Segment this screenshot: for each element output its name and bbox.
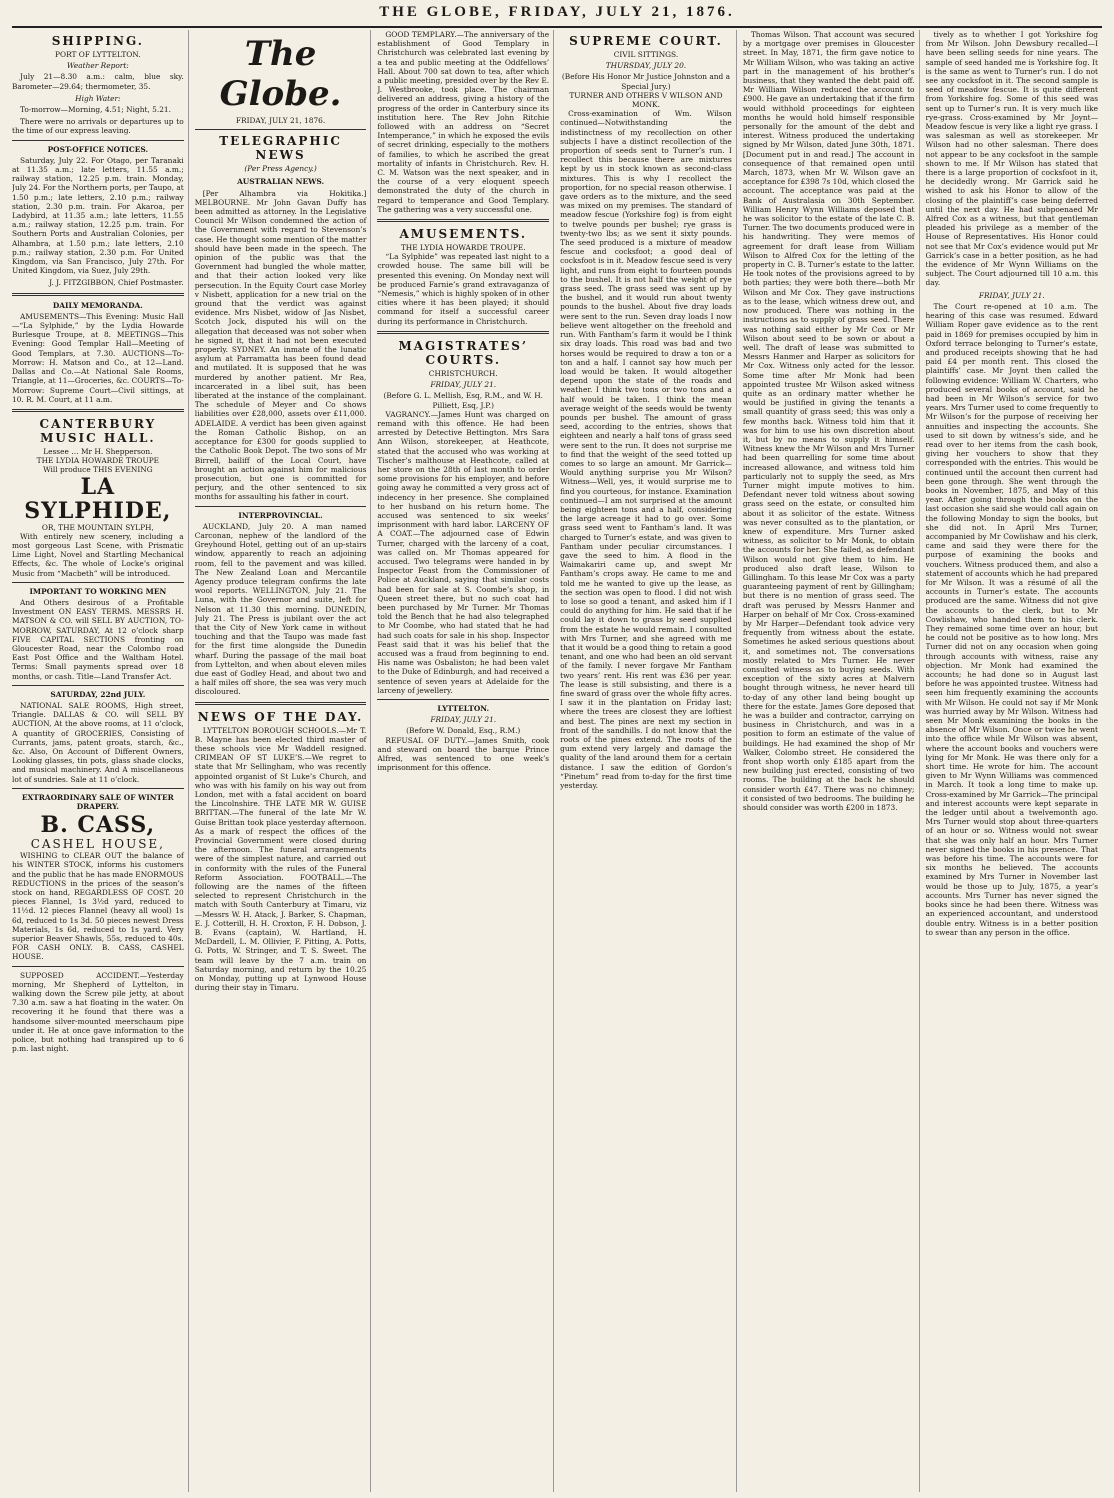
news-title: NEWS OF THE DAY.: [197, 709, 364, 724]
friday-text: The Court re-opened at 10 a.m. The hearing of this case was resumed. Edward William Roper gave evidence as to the rent paid in 1869 for premises occupied by him in Oxford terrace belonging to Turner’s estate, and produced receipts showing that he had paid £4 per month rent. This closed the plaintiffs’ case. Mr Joynt then called the following evidence: William W. Charters, who produced several books of account, said he had been in Mr Wilson’s service for two years. Mrs Turner used to come frequently to Mr Wilson’s for the purpose of receiving her annuities and inspecting the accounts. She used to sit down by witness’s side, and he read over to her items from the cash book, giving her vouchers to show that they corresponded with the entries. This would be continued until the account then current had been gone through. She went through the books in November, 1875, and May of this year. After going through the books on the last occasion she said she would call again on the following Monday to sign the books, but she did not. In April Mrs Turner, accompanied by Mr Cowlishaw and his clerk, came and said they were there for the purpose of examining the books and vouchers. Witness produced them, and also a statement of accounts which he had prepared for Mr Wilson. It was a résumé of all the accounts in Turner’s estate. The accounts produced are the same. Witness did not give the accounts to the clerk, but to Mr Cowlishaw, who handed them to his clerk. They remained some time over an hour, but he could not be positive as to how long. Mrs Turner did not on any occasion when going through accounts with witness, raise any objection. Mr Monk had examined the accounts; he had done so in August last before he was appointed trustee. Witness had seen him frequently examining the accounts with Mr Wilson. He could not say if Mr Monk was hurried away by Mr Wilson. Witness had seen Mr Monk examining the books in the absence of Mr Wilson. Once or twice he went into the office while Mr Wilson was absent, where the account books and vouchers were lying for Mr Monk. He was there only for a short time. He wrote for him. The account given to Mr Wynn Williams was commenced in March. It took a long time to make up. Cross-examined by Mr Garrick—The principal and interest accounts were kept separate in the ledger until about a twelvemonth ago. Mrs Turner would stop about three-quarters of an hour or so. Witness would not swear that she was only half an hour. Mrs Turner never signed the books in his presence. That was before his time. The accounts were for six months he believed. The accounts examined by Mrs Turner in November last would be those up to July, 1875, a year’s accounts. Mrs Turner has never signed the books since he had been there. Witness was an experienced accountant, and understood double entry. Witness is in a better position to swear than any person in the office.: [925, 301, 1099, 937]
case-title: TURNER AND OTHERS V WILSON AND MONK.: [569, 90, 723, 110]
divider: [195, 506, 367, 507]
paper-date: FRIDAY, JULY 21, 1876.: [235, 116, 326, 125]
page-columns: [12, 30, 1102, 1492]
divider: [12, 788, 184, 789]
magistrates-date: FRIDAY, JULY 21.: [430, 380, 497, 390]
column-4: [560, 30, 737, 1492]
accident-text: SUPPOSED ACCIDENT.—Yesterday morning, Mr Shepherd of Lyttelton, in walking down the Screw pile jetty, at about 7.30 a.m. saw a hat floating in the water. On recovering it he found that there was a handsome silver-mounted meerschaum pipe under it. He at once gave information to the police, but nothing had transpired up to 6 p.m. last night.: [12, 970, 184, 1054]
column-6-text: tively as to whether I got Yorkshire fog from Mr Wilson. John Dewsbury recalled—I have been selling seeds for nine years. The sample of seed handed me is Yorkshire fog. It is the same as went to Turner’s run. I do not see any cocksfoot in it. The second sample is seed of meadow fescue. It is quite different from Yorkshire fog. Some of this seed was sent up to Turner’s run. It is very much like rye-grass. Cross-examined by Mr Joynt—Meadow fescue is very like a light rye grass. I was salesman as well as storekeeper. Mr Wilson had no other salesman. There does not appear to be any cocksfoot in the sample shown to me. If Mr Wilson has stated that there is a large proportion of cocksfoot in it, he decidedly wrong. Mr Garrick said he wished to ask his Honor to allow of the closing of the plaintiff’s case being deferred until the next day. He had subpoenaed Mr Alfred Cox as a witness, but that gentleman pleaded his privilege as a member of the House of Representatives. His Honor could not see that Mr Cox’s evidence would put Mr Garrick’s case in a better position, as he had the evidence of Mr Wynn Williams on the subject. The Court adjourned till 10 a.m. this day.: [925, 30, 1099, 288]
column-1: [12, 30, 189, 1492]
water-text: To-morrow—Morning, 4.51; Night, 5.21.: [20, 105, 171, 115]
lyttelton-date: FRIDAY, JULY 21.: [430, 715, 497, 725]
divider: [377, 219, 549, 222]
investment-title: IMPORTANT TO WORKING MEN: [29, 586, 167, 596]
weather-text: July 21—8.30 a.m.: calm, blue sky. Barometer—29.64; thermometer, 35.: [12, 72, 184, 91]
amusements-title: AMUSEMENTS.: [399, 227, 528, 242]
cass-title: B. CASS,: [40, 812, 156, 839]
memoranda-title: DAILY MEMORANDA.: [52, 300, 143, 310]
sale-title: SATURDAY, 22nd JULY.: [50, 689, 146, 699]
magistrates-subtitle: CHRISTCHURCH.: [428, 368, 498, 378]
cass-subtitle: CASHEL HOUSE,: [30, 837, 165, 852]
music-hall-subtitle: OR, THE MOUNTAIN SYLPH,: [41, 522, 154, 532]
shipping-subtitle: PORT OF LYTTELTON.: [55, 50, 141, 59]
masthead: THE GLOBE, FRIDAY, JULY 21, 1876.: [12, 4, 1102, 28]
australian-text: [Per Alhambra via Hokitika.] MELBOURNE. Mr John Gavan Duffy has been admitted as attorney. In the Legislative Council Mr Wilson condemned the action of the Government with regard to Stevenson’s case. He thought some mention of the matter should have been made in the speech. The opinion of the public was that the Government had bungled the whole matter, and that their action looked very like persecution. In the Equity Court case Morley v Nisbett, application for a new trial on the ground that the verdict was against evidence. Mrs Nisbet, widow of Jas Nisbet, Scotch Jock, disputed his will on the allegation that deceased was not sober when he signed it, that it had not been executed properly. SYDNEY. An inmate of the lunatic asylum at Parramatta has been found dead and mutilated. It is supposed that he was murdered by another patient. Mr Rea, incarcerated in a libel suit, has been liberated at the instance of the complainant. The schedule of Meyer and Co shows liabilities over £28,000, assets over £11,000. ADELAIDE. A verdict has been given against the Roman Catholic Bishop, on an acceptance for £300 for goods supplied to the Catholic Book Depot. The two sons of Mr Birrell, bailiff of the Local Court, have brought an action against him for malicious prosecution, but one is committed for perjury, and the other sentenced to six months for assaulting his father in court.: [194, 188, 367, 502]
divider: [12, 293, 184, 296]
divider: [12, 685, 184, 686]
music-hall-present: Will produce THIS EVENING: [43, 465, 153, 475]
shipping-notice: There were no arrivals or departures up to the time of our express leaving.: [12, 117, 184, 136]
friday-title: FRIDAY, JULY 21.: [978, 290, 1045, 300]
column-3: [377, 30, 554, 1492]
investment-text: And Others desirous of a Profitable Investment ON EASY TERMS. MESSRS H. MATSON & CO. will SELL BY AUCTION, TO-MORROW, SATURDAY, At 12 o’clock sharp FIVE CAPITAL SECTIONS fronting on Gloucester Road, near the Colombo road East Post Office and the Waltham Hotel. Terms: Small payments spread over 18 months, or cash. Title—Land Transfer Act.: [12, 597, 184, 681]
music-hall-lessee: Lessee … Mr H. Shepperson.: [43, 446, 153, 456]
water-header: High Water:: [75, 93, 121, 103]
sale-text: NATIONAL SALE ROOMS, High street, Triangle. DALLAS & CO. will SELL BY AUCTION, At the above rooms, at 11 o’clock, A quantity of GROCERIES, Consisting of Currants, jams, patent groats, starch, &c., &c. Also, On Account of Different Owners, Looking glasses, tin pots, glass shade clocks, and musical machinery. And A miscellaneous lot of sundries. Sale at 11 o’clock.: [12, 700, 184, 784]
divider: [377, 331, 549, 334]
divider: [12, 966, 184, 967]
column-6: [926, 30, 1103, 1492]
amusements-text: “La Sylphide” was repeated last night to a crowded house. The same bill will be presented this evening. On Monday next will be produced Farnie’s grand extravaganza of “Nemesis,” which is highly spoken of in other cities where it has been played; it should command for itself a successful career during its performance in Christchurch.: [377, 252, 550, 326]
magistrates-title: MAGISTRATES’ COURTS.: [398, 338, 529, 367]
magistrates-text: VAGRANCY.—James Hunt was charged on remand with this offence. He had been arrested by Detective Bettington. Mrs Sara Ann Wilson, storekeeper, at Heathcote, stated that the accused who was working at Tischer’s malthouse at Heathcote, called at her store on the 28th of last month to order some provisions for his employer, and before going away he committed a very gross act of indecency in her presence. She complained to her husband on his return home. The accused was sentenced to six weeks’ imprisonment with hard labor. LARCENY OF A COAT.—The adjourned case of Edwin Turner, charged with the larceny of a coat, was called on. Mr Thomas appeared for accused. Two telegrams were handed in by Inspector Feast from the Commissioner of Police at Auckland, saying that similar costs had been for sale at S. Coombe’s shop, in Queen street there, but no such coat had been purchased by Mr Turner. Mr Thomas told the Bench that he had also telegraphed to Mr Coombe, who had stated that he had had such coats for sale in his shop. Inspector Feast said that it was his belief that the accused was a fraud from beginning to end. His name was Osbaliston; he had been valet to the Duke of Edinburgh, and had received a sentence of seven years at Adelaide for the larceny of jewellery.: [377, 409, 550, 695]
divider: [377, 699, 549, 700]
shipping-title: SHIPPING.: [51, 34, 144, 48]
divider: [195, 702, 367, 705]
music-hall-text: With entirely new scenery, including a most gorgeous Last Scene, with Prismatic Lime Light, Novel and Startling Mechanical Effects, &c. The whole of Locke’s original Music from “Macbeth” will be introduced.: [12, 531, 184, 578]
amusements-subtitle: THE LYDIA HOWARDE TROUPE.: [400, 243, 526, 253]
lyttelton-text: REFUSAL OF DUTY.—James Smith, cook and steward on board the barque Prince Alfred, was sentenced to one week’s imprisonment for this offence.: [377, 735, 550, 773]
supreme-court-bench: (Before His Honor Mr Justice Johnston and a Special Jury.): [561, 72, 731, 91]
news-text: LYTTELTON BOROUGH SCHOOLS.—Mr T. B. Mayne has been elected third master of these schools vice Mr Waddell resigned. CRIMEAN OF ST LUKE’S.—We regret to state that Mr Sellingham, who was recently appointed organist of St Luke’s Church, and who was with his family on his way out from London, met with a fatal accident on board the Lincolnshire. THE LATE MR W. GUISE BRITTAN.—The funeral of the late Mr W. Guise Brittan took place yesterday afternoon. As a mark of respect the offices of the Provincial Government were closed during the afternoon. The funeral arrangements were of the simplest nature, and carried out in conformity with the rules of the Funeral Reform Association. FOOTBALL.—The following are the names of the fifteen selected to represent Christchurch in the match with South Canterbury at Timaru, viz—Messrs W. H. Atack, J. Barker, S. Chapman, E. J. Cotterill, H. H. Croxton, F. H. Dobson, J. B. Evans (captain), W. Hartland, H. McDardell, L. M. Ollivier, F. Pitting, A. Potts, G. Potts, W. Stringer, and T. S. Sweet. The team will leave by the 7 a.m. train on Saturday morning, and return by the 10.25 on Monday, putting up at Lynwood House during their stay in Timaru.: [194, 725, 367, 993]
interprovincial-title: INTERPROVINCIAL.: [238, 510, 323, 520]
post-office-text: Saturday, July 22. For Otago, per Taranaki at 11.35 a.m.; late letters, 11.55 a.m.; railway station, 12.25 p.m. train. Monday, July 24. For the Northern ports, per Taupo, at 1.50 p.m.; late letters, 2.10 p.m.; railway station, 2.30 p.m. train. For Akaroa, per Ladybird, at 11.35 a.m.; late letters, 11.55 a.m.; railway station, 12.25 p.m. train. For Southern Ports and Australian Colonies, per Alhambra, at 1.50 p.m.; late letters, 2.10 p.m.; railway station, 2.30 p.m. For United Kingdom, via San Francisco, July 27th. For United Kingdom, via Suez, July 29th.: [12, 155, 184, 276]
supreme-court-subtitle: CIVIL SITTINGS.: [613, 50, 679, 59]
music-hall-show: LA SYLPHIDE,: [24, 473, 172, 524]
divider: [12, 140, 184, 141]
supreme-court-text: Cross-examination of Wm. Wilson continued—Notwithstanding the indistinctness of my recollection on other subjects I have a distinct recollection of the proportion of seeds sent to Turner’s run. I recollect this because there are mixtures kept by us in stock known as second-class mixtures. This is why I recollect the proportion, for no special reason otherwise. I gave orders as to the mixture, and the seed was mixed on my premises. The standard of meadow fescue (Yorkshire fog) is from eight to twelve pounds per bushel; rye grass is twenty-two lbs; as we sent it sixty pounds. The seed produced is a mixture of meadow fescue and cocksfoot; a good deal of cocksfoot is in it. Meadow fescue seed is very light, and runs from eight to fourteen pounds to the bushel. It is not half the weight of rye grass seed. The grass seed was sent up by the bushel, and it would run about twenty pounds to the bushel. About five dray loads were sent to the run. Seven dray loads I now believe went altogether on the freehold and run. With Fantham’s farm it would be I think six dray loads. This road was bad and two horses would be required to draw a ton or a ton and a half. I cannot say how much per load would be taken. It would altogether depend upon the state of the roads and weather. I think two tons or two tons and a half would be taken. I think the mean average weight of the seeds would be twenty pounds per bushel. The amount of grass seed, according to the entries, shows that eighteen and nearly a half tons of grass seed were sent to the run. It does not surprise me to find that the weight of the seed totted up comes to so large an amount. Mr Garrick—Would anything surprise you Mr Wilson? Witness—Well, yes, it would surprise me to find you courteous, for instance. Examination continued—I am not surprised at the amount being eighteen tons and a half, considering the large acreage it had to go over. Some grass seed went to Fantham’s land. It was charged to Turner’s estate, and was given to Fantham under peculiar circumstances. I gave the seed to him. A flood in the Waimakariri came up, and swept Mr Fantham’s crops away. He came to me and told me he wanted to give up the lease, as the section was open to flood. I did not wish to lose so good a tenant, and asked him if I could do anything for him. He said that if he could lay it down to grass by seed supplied from the estate he would remain. I consulted with Mrs Turner, and she agreed with me that it would be a good thing to retain a good tenant, and one who had been an old servant of the family. I never forgave Mr Fantham two years’ rent. His rent was £36 per year. The lease is still subsisting, and there is a fine sward of grass over the whole fifty acres. I saw it in the plantation on Friday last; where the trees are closest they are loftiest and best. The pines are next my section in front of the sandhills. I do not know that the roots of the pines extend. The roots of the gum extend very largely and damage the quality of the land around them for a certain distance. I saw the edition of Gordon’s “Pinetum” read from to-day for the first time yesterday.: [560, 109, 732, 791]
column-5-text: Thomas Wilson. That account was secured by a mortgage over premises in Gloucester street. In May, 1871, the firm gave notice to Mr William Wilson, who was taking an active part in the management of his brother’s business, that they wanted the debt paid off. Mr William Wilson reduced the account to £900. He gave an undertaking that if the firm would withhold proceedings for eighteen months he would hold himself responsible personally for the amount of the debt and interest. Witness produced the undertaking signed by Mr Wilson, dated June 30th, 1871. [Document put in and read.] The account in consequence of that remained open until March, 1873, when Mr W. Wilson gave an acceptance for £398 7s 10d, which closed the account. The acceptance was paid at the Bank of Australasia on 30th September. William Henry Wynn Williams deposed that he was solicitor to the estate of the late C. B. Turner. The two documents produced were in his handwriting. They were memos of agreement for draft lease from William Wilson to Alfred Cox for the letting of the property in C. B. Turner’s estate to the latter. He took notes of the provisions agreed to by both parties; they were both there—both Mr Wilson and Mr Cox. They gave instructions as to the lease, which witness drew out, and now produced. There was nothing in the instructions as to supply of grass seed. There was nothing said either by Mr Cox or Mr Wilson about seed to be sown or about a well. The draft of lease was submitted to Messrs Hanmer and Harper as solicitors for Mr Cox. Witness only acted for the lessor. Some time after Mr Monk had been appointed trustee Mr Wilson asked witness quite as an ordinary matter whether he would be justified in giving the tenants a small quantity of grass seed; this was only a few months back. Witness told him that it was for him to use his own discretion about it, but by no means to supply it himself. Witness knew the Mr Wilson and Mrs Turner had been quarrelling for some time about increased allowance, and witness told him particularly not to supply the seed, as Mrs Turner might impute motives to him. Defendant never told witness about sowing grass seed on the estate, or consulted him about it as solicitor of the estate. Witness was never consulted as to the plantation, or knew of expenditure. Mrs Turner asked witness, as solicitor to Mr Monk, to obtain the accounts for her. She failed, as defendant Wilson would not give them to him. He produced also draft lease, Wilson to Gillingham. To this lease Mr Cox was a party guaranteeing payment of rent by Gillingham; but there is no mention of grass seed. The draft was perused by Messrs Hanmer and Harper on behalf of Mr Cox. Cross-examined by Mr Harper—Defendant took advice very frequently from witness about the estate. Sometimes he asked serious questions about it, and sometimes not. The conversations mostly related to Mrs Turner. He never consulted witness as to buying seeds. With exception of the sixty acres at Malvern bought through witness, he never heard till to-day of any other land being bought up there for the estate. James Gore deposed that he was a builder and contractor, carrying on business in Christchurch, and was in a position to form an estimate of the value of buildings. He had examined the shop of Mr Walker, Colombo street. He considered the front shop worth only £185 apart from the new building just erected, consisting of two rooms. The building at the back he should consider worth £47. There was no chimney; it consisted of two bedrooms. The building he should consider was worth £200 in 1873.: [742, 30, 915, 813]
cass-text: WISHING to CLEAR OUT the balance of his WINTER STOCK, informs his customers and the public that he has made ENORMOUS REDUCTIONS in the prices of the season’s stock on hand, REGARDLESS OF COST. 20 pieces Flannel, 1s 3½d yard, reduced to 11½d. 12 pieces Flannel (heavy all wool) 1s 6d, reduced to 1s 3d. 50 pieces newest Dress Materials, 1s 6d, reduced to 1s yard. Very superior Beaver Shawls, 55s, reduced to 40s. FOR CASH ONLY. B. CASS, CASHEL HOUSE.: [12, 851, 184, 962]
column-2: [195, 30, 372, 1492]
divider: [12, 409, 184, 412]
music-hall-title: CANTERBURY MUSIC HALL.: [39, 416, 157, 445]
templary-text: GOOD TEMPLARY.—The anniversary of the establishment of Good Templary in Christchurch was celebrated last evening by a tea and public meeting at the Oddfellows’ Hall. About 700 sat down to tea, after which a public meeting, presided over by the Rev E. J. Westbrooke, took place. The chairman delivered an address, giving a history of the progress of the order in Canterbury since its institution here. The Rev John Ritchie followed with an address on “Secret Intemperance,” in which he exposed the evils of secret drinking, especially to the mothers of families, to which he ascribed the great mortality of infants in Christchurch. Rev. H. C. M. Watson was the next speaker, and in the course of a very eloquent speech demonstrated the duty of the church in regard to temperance and Good Templary. The gathering was a very successful one.: [377, 30, 550, 214]
supreme-court-date: THURSDAY, JULY 20.: [605, 61, 687, 71]
australian-title: AUSTRALIAN NEWS.: [237, 177, 325, 187]
column-5: [743, 30, 920, 1492]
lyttelton-bench: (Before W. Donald, Esq., R.M.): [406, 726, 521, 736]
divider: [195, 129, 367, 130]
telegraphic-subtitle: (Per Press Agency.): [244, 164, 317, 174]
lyttelton-title: LYTTELTON.: [437, 704, 490, 713]
supreme-court-title: SUPREME COURT.: [569, 34, 723, 48]
music-hall-troupe: THE LYDIA HOWARDE TROUPE: [36, 456, 160, 466]
divider: [12, 582, 184, 583]
memoranda-text: AMUSEMENTS—This Evening: Music Hall—“La Sylphide,” by the Lydia Howarde Burlesque Troupe, at 8. MEETINGS—This Evening: Good Templar Hall—Meeting of Good Templars, at 7.30. AUCTIONS—To-Morrow: H. Matson and Co., at 12—Land. Dallas and Co.—At National Sale Rooms, Triangle, at 11—Groceries, &c. COURTS—To-Morrow: Supreme Court—Civil sittings, at 10. R. M. Court, at 11 a.m.: [12, 311, 184, 404]
weather-header: Weather Report:: [66, 61, 129, 71]
magistrates-bench: (Before G. L. Mellish, Esq, R.M., and W. H. Pilliett, Esq, J.P.): [383, 391, 544, 410]
post-office-title: POST-OFFICE NOTICES.: [47, 144, 149, 154]
paper-title: The Globe.: [219, 34, 342, 114]
drapery-title: EXTRAORDINARY SALE OF WINTER DRAPERY.: [21, 792, 174, 811]
interprovincial-text: AUCKLAND, July 20. A man named Carconan, nephew of the landlord of the Greyhound Hotel, getting out of an up-stairs window, apparently to reach an adjoining room, fell to the pavement and was killed. The New Zealand Loan and Mercantile Agency produce telegram confirms the late wool reports. WELLINGTON, July 21. The Luna, with the Governor and suite, left for Nelson at 11.30 this morning. DUNEDIN, July 21. The Press is jubilant over the act that the City of New York came in without touching and that the Taupo was made fast for the first time alongside the Dunedin wharf. During the passage of the mail boat from Lyttelton, and when about eleven miles due east of Godley Head, and about two and a half miles off shore, the sea was very much discoloured.: [194, 521, 367, 697]
post-office-signature: J. J. FITZGIBBON, Chief Postmaster.: [49, 278, 184, 288]
telegraphic-title: TELEGRAPHIC NEWS: [219, 134, 342, 163]
